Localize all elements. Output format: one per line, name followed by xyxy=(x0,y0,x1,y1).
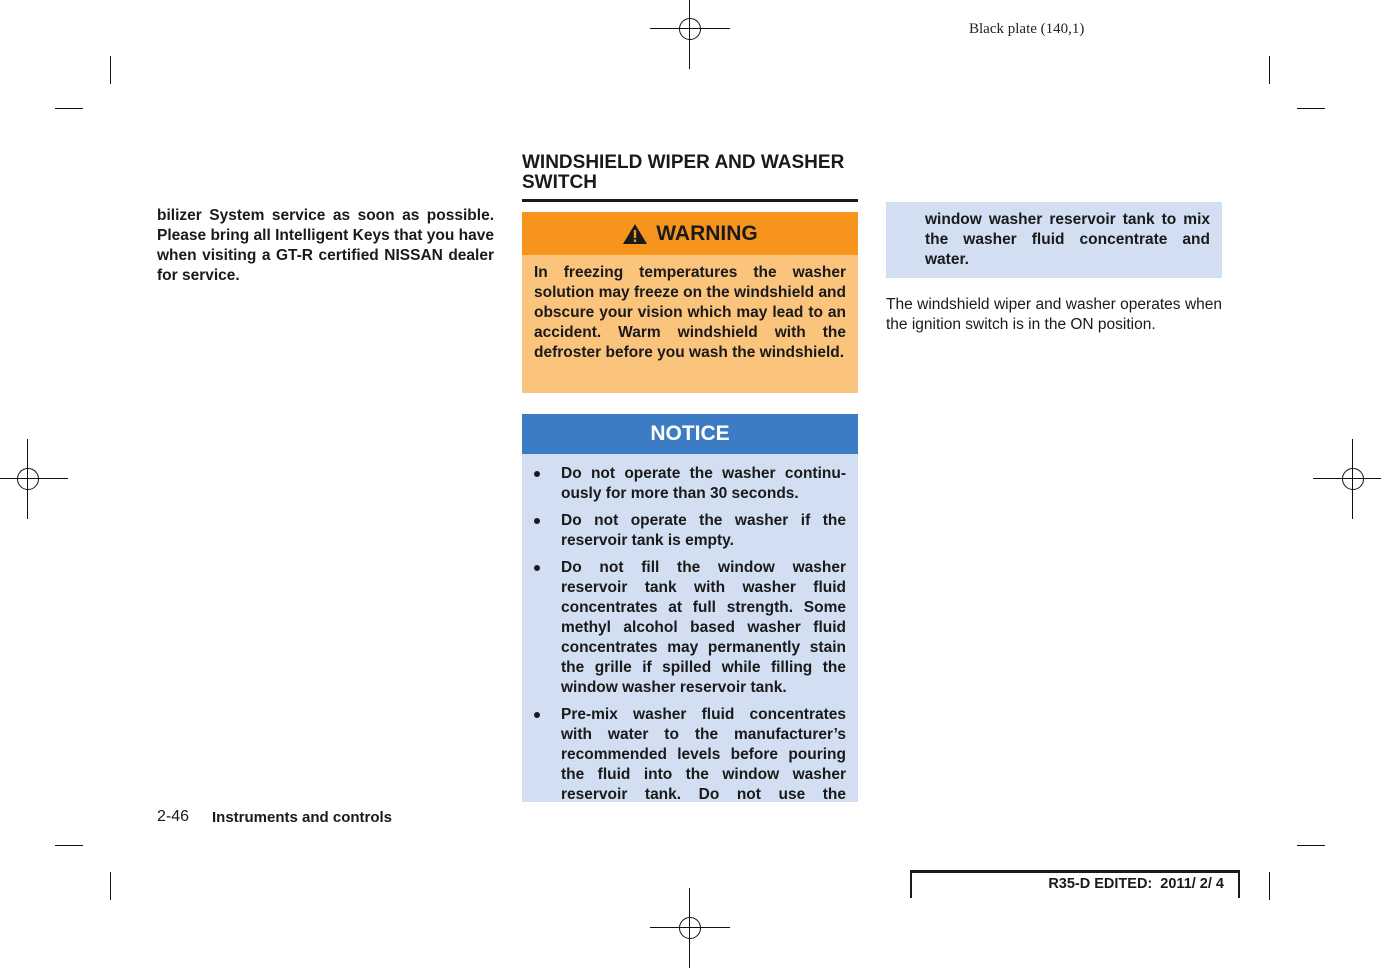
crop-mark xyxy=(1269,872,1270,900)
crop-mark xyxy=(55,108,83,109)
notice-body xyxy=(522,454,858,802)
crop-mark xyxy=(1297,108,1325,109)
page-number: 2-46 xyxy=(157,808,190,825)
crop-mark xyxy=(110,56,111,84)
crop-mark xyxy=(55,845,83,846)
body-paragraph: The windshield wiper and washer operates when the ignition switch is in the ON position. xyxy=(886,296,1222,333)
notice-title: NOTICE xyxy=(650,422,730,445)
crop-mark xyxy=(110,872,111,900)
list-item: Do not fill the window washer reservoir tank with washer fluid concentrates at full strength. Some methyl alcohol based washer fluid concentrates may permanently stain the grille if spilled while filling the window washer reservoir tank. xyxy=(534,558,846,698)
body-paragraph: bilizer System service as soon as possible. Please bring all Intelligent Keys that you have when visiting a GT-R certified NISSAN dealer for service. xyxy=(157,207,494,284)
registration-mark xyxy=(8,459,48,499)
registration-mark xyxy=(670,908,710,948)
notice-header xyxy=(522,414,858,454)
notice-continuation: window washer reservoir tank to mix the washer fluid concentrate and water. xyxy=(886,202,1222,278)
footer-section-title: Instruments and controls xyxy=(212,809,393,826)
list-item: Do not operate the washer if the reservoir tank is empty. xyxy=(534,511,846,551)
warning-header xyxy=(522,212,858,255)
warning-title: WARNING xyxy=(656,221,758,245)
list-item: Pre-mix washer fluid concentrates with water to the manufacturer’s recommended levels before pouring the fluid into the window washer reservoir tank. Do not use the xyxy=(534,705,846,802)
crop-mark xyxy=(1297,845,1325,846)
warning-text: In freezing temperatures the washer solution may freeze on the windshield and obscure your vision which may lead to an accident. Warm windshield with the defroster before you wash the windshield. xyxy=(522,255,858,393)
plate-label: Black plate (140,1) xyxy=(969,21,1085,37)
notice-list xyxy=(534,464,846,802)
section-heading: WINDSHIELD WIPER AND WASHER SWITCH xyxy=(522,153,858,202)
warning-triangle-icon xyxy=(622,223,648,245)
list-item: Do not operate the washer continu-ously for more than 30 seconds. xyxy=(534,464,846,504)
edited-stamp: R35-D EDITED: 2011/ 2/ 4 xyxy=(910,870,1240,898)
crop-mark xyxy=(1269,56,1270,84)
registration-mark xyxy=(670,9,710,49)
registration-mark xyxy=(1333,459,1373,499)
